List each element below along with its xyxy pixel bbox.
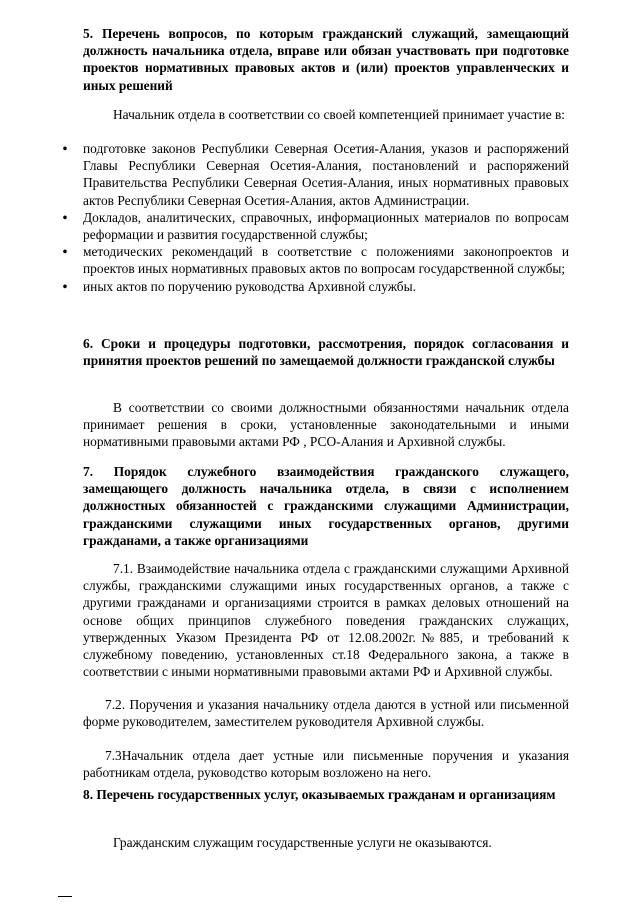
bullet-icon: •: [62, 244, 68, 260]
list-item: • подготовке законов Республики Северная Осетия-Алания, указов и распоряжений Главы Республики Северная Осетия-Алания, постановлений и распоряжений Правительства Республики Северная Осетия-Алания, иных нормативных правовых актов Республики Северная Осетия-Алания, актов Администрации.: [55, 140, 569, 209]
section-6-heading: 6. Сроки и процедуры подготовки, рассмотрения, порядок согласования и принятия проектов решений по замещаемой должности гражданской службы: [83, 336, 569, 369]
page-mark: [58, 896, 72, 897]
section-7-3: 7.3Начальник отдела дает устные или письменные поручения и указания работникам отдела, руководство которым возложено на него.: [83, 748, 569, 781]
section-5-intro: Начальник отдела в соответствии со своей компетенцией принимает участие в:: [113, 107, 566, 122]
section-7-2: 7.2. Поручения и указания начальнику отдела даются в устной или письменной форме руководителем, заместителем руководителя Архивной службы.: [83, 697, 569, 730]
section-8-heading: 8. Перечень государственных услуг, оказываемых гражданам и организациям: [83, 787, 556, 802]
list-item: • Докладов, аналитических, справочных, информационных материалов по вопросам реформации и развития государственной службы;: [55, 209, 569, 243]
section-6-text: В соответствии со своими должностными обязанностями начальник отдела принимает решения в сроки, установленные законодательными и иными нормативными правовыми актами РФ , РСО-Алания и Архивной службы.: [83, 400, 569, 450]
list-item: • методических рекомендаций в соответствие с положениями законопроектов и проектов иных нормативных правовых актов по вопросам государственной службы;: [55, 243, 569, 277]
section-5-list: [55, 140, 569, 295]
bullet-icon: •: [62, 209, 68, 225]
bullet-icon: •: [62, 141, 68, 156]
section-5-heading: 5. Перечень вопросов, по которым гражданский служащий, замещающий должность начальника отдела, вправе или обязан участвовать при подготовке проектов нормативных правовых актов и (или) проектов управленческих и иных решений: [83, 26, 569, 93]
list-item: • иных актов по поручению руководства Архивной службы.: [55, 278, 569, 295]
bullet-icon: •: [62, 278, 68, 294]
section-7-heading: 7. Порядок служебного взаимодействия гражданского служащего, замещающего должность начальника отдела, в связи с исполнением должностных обязанностей с гражданскими служащими Администрации, гражданскими служащими иных государственных органов, другими гражданами, а также организациями: [83, 464, 569, 548]
section-7-1: 7.1. Взаимодействие начальника отдела с гражданскими служащими Архивной службы, гражданскими служащими иных государственных органов, а также с другими гражданами и организациями строится в рамках деловых отношений на основе общих принципов служебного поведения гражданских служащих, утвержденных Указом Президента РФ от 12.08.2002г.№885, и требований к служебному поведению, установленных ст.18 Федерального закона, а также в соответствии с иными нормативными правовыми актами РФ и Архивной службы.: [83, 561, 569, 680]
section-8-text: Гражданским служащим государственные услуги не оказываются.: [113, 835, 492, 850]
